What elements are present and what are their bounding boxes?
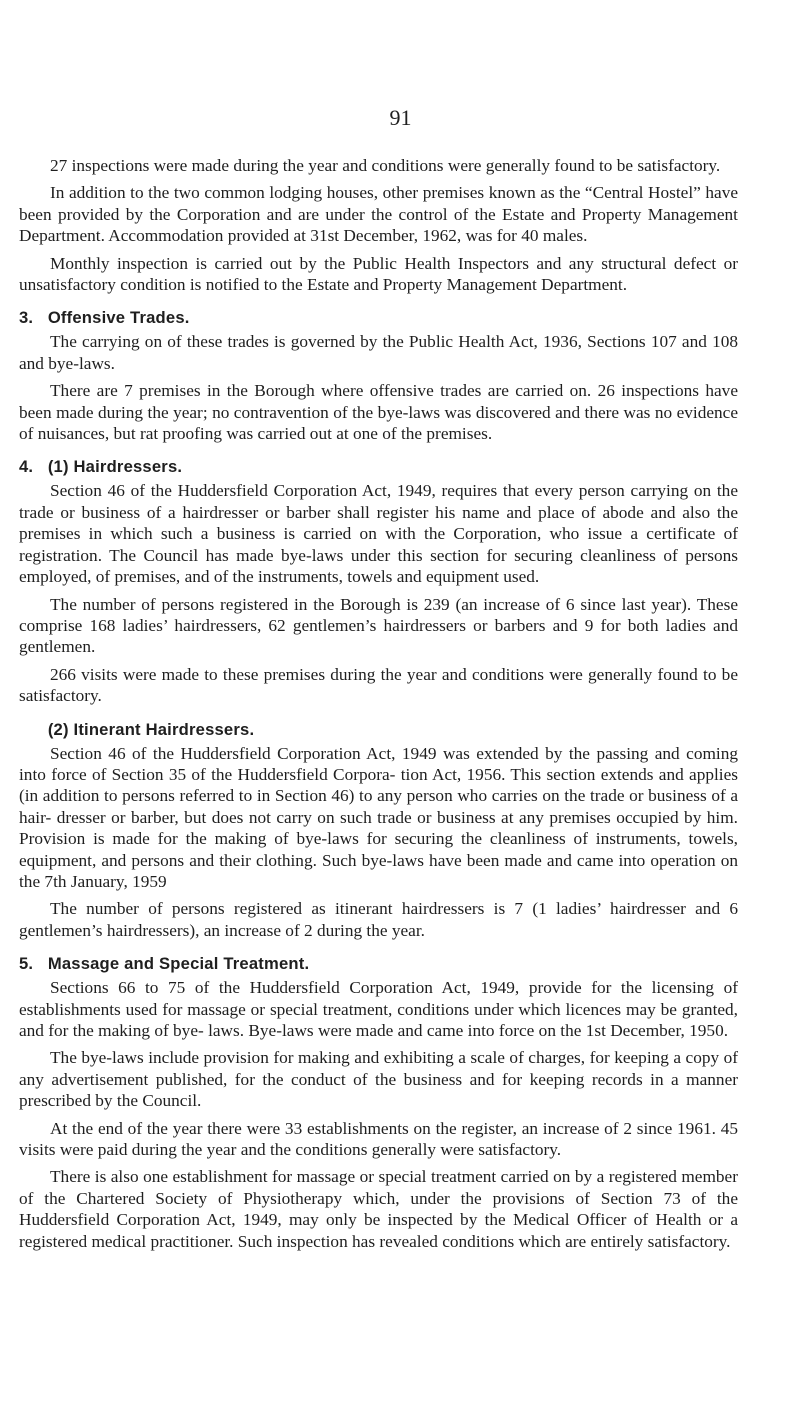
page-body [19,155,738,1258]
intro-paragraph-1: 27 inspections were made during the year and conditions were generally found to be satisfactory. [50,156,721,175]
section-4-sub-heading [19,719,738,741]
section-4-paragraph-3: 266 visits were made to these premises during the year and conditions were generally found to be satisfactory. [19,664,738,706]
section-5-paragraph-4: There is also one establishment for massage or special treatment carried on by a registered member of the Chartered Society of Physiotherapy which, under the provisions of Section 73 of the Huddersfield Corporation Act, 1949, may only be inspected by the Medical Officer of Health or a registered medical practitioner. Such inspection has revealed conditions which are entirely satisfactory. [19,1167,738,1251]
section-5-paragraph-3: At the end of the year there were 33 establishments on the register, an increase of 2 since 1961. 45 visits were paid during the year and the conditions generally were satisfactory. [19,1118,738,1160]
section-4-sub-title: (2) Itinerant Hairdressers. [47,719,255,739]
section-4-paragraph-5: The number of persons registered as itinerant hairdressers is 7 (1 ladies’ hairdresser and 6 gentlemen’s hairdressers), an increase of 2 during the year. [19,899,738,940]
section-3-paragraph-1: The carrying on of these trades is governed by the Public Health Act, 1936, Sections 107 and 108 and bye-laws. [19,332,738,373]
section-4-title: (1) Hairdressers. [47,457,183,477]
intro-paragraph-2: In addition to the two common lodging houses, other premises known as the “Central Hostel” have been provided by the Corporation and are under the control of the Estate and Property Management Department. Accommodation provided at 31st December, 1962, was for 40 males. [19,183,738,246]
section-4-heading [19,456,738,478]
section-5-number: 5. [19,954,34,974]
section-5-title: Massage and Special Treatment. [47,954,310,974]
section-3-heading [19,307,738,329]
section-4-number: 4. [19,457,34,477]
section-5-paragraph-2: The bye-laws include provision for making and exhibiting a scale of charges, for keeping a copy of any advertisement published, for the conduct of the business and for keeping records in a manner prescribed by the Council. [19,1048,738,1111]
section-4-paragraph-2: The number of persons registered in the Borough is 239 (an increase of 6 since last year). These comprise 168 ladies’ hairdressers, 62 gentlemen’s hairdressers or barbers and 9 for both ladies and gentlemen. [19,594,738,657]
page-number: 91 [389,105,412,130]
section-3-number: 3. [19,308,34,328]
section-5-heading [19,953,738,975]
section-3-paragraph-2: There are 7 premises in the Borough where offensive trades are carried on. 26 inspections have been made during the year; no contravention of the bye-laws was discovered and there was no evidence of nuisances, but rat proofing was carried out at one of the premises. [19,381,738,444]
section-5-paragraph-1: Sections 66 to 75 of the Huddersfield Corporation Act, 1949, provide for the licensing of establishments used for massage or special treatment, conditions under which licences may be granted, and for the making of bye- laws. Bye-laws were made and came into force on the 1st December, 1950. [19,978,738,1040]
section-4-paragraph-4: Section 46 of the Huddersfield Corporation Act, 1949 was extended by the passing and coming into force of Section 35 of the Huddersfield Corpora- tion Act, 1956. This section extends and applies (in addition to persons referred to in Section 46) to any person who carries on the trade or business of a hair- dresser or barber, but does not carry on such trade or business at any premises occupied by him. Provision is made for the making of bye-laws for securing the cleanliness of instruments, towels, equipment, and persons and their clothing. Such bye-laws have been made and came into operation on the 7th January, 1959 [19,743,738,891]
intro-paragraph-3: Monthly inspection is carried out by the Public Health Inspectors and any structural defect or unsatisfactory condition is notified to the Estate and Property Management Department. [19,253,738,295]
section-4-paragraph-1: Section 46 of the Huddersfield Corporation Act, 1949, requires that every person carrying on the trade or business of a hairdresser or barber shall register his name and place of abode and also the premises in which such a business is carried on with the Corporation, who issue a certificate of registration. The Council has made bye-laws under this section for securing cleanliness of persons employed, of premises, and of the instruments, towels and equipment used. [19,481,738,587]
section-3-title: Offensive Trades. [47,308,190,328]
